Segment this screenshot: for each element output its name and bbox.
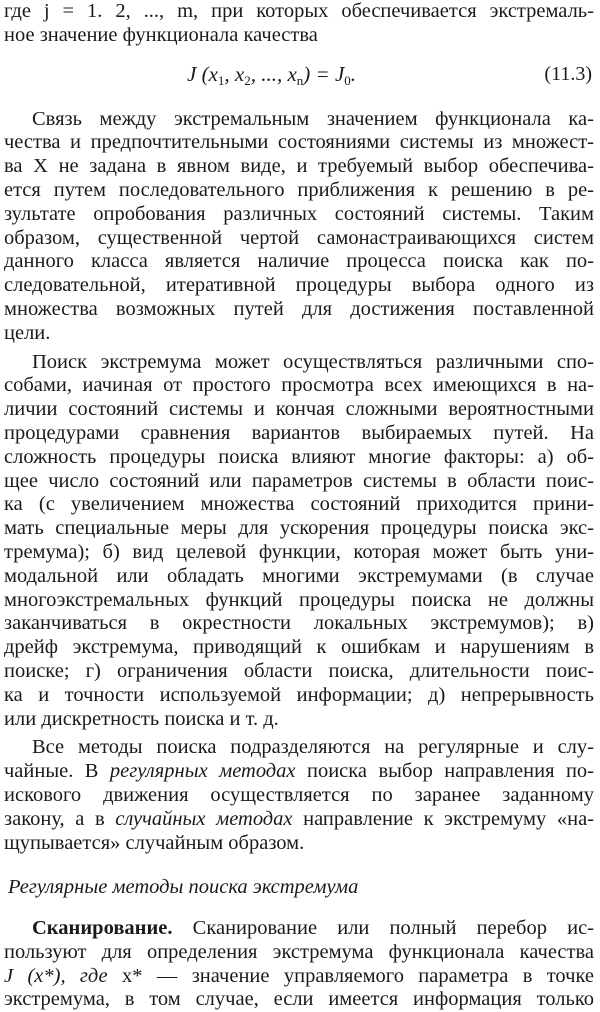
paragraph-3-line: чайные. В регулярных методах поиска выбор направления по- xyxy=(4,760,594,783)
paragraph-3 xyxy=(4,736,594,855)
paragraph-1-line: множества возможных путей для достижения поставленной xyxy=(4,297,594,320)
paragraph-3-line: Все методы поиска подразделяются на регулярные и слу- xyxy=(32,736,594,759)
paragraph-4-line: экстремума, в том случае, если имеется информация только xyxy=(4,988,594,1011)
paragraph-1-line: чества и предпочтительными состояниями системы из множест- xyxy=(4,131,594,154)
paragraph-4 xyxy=(4,917,594,1012)
paragraph-3-line: щупывается» случайным образом. xyxy=(4,831,305,854)
paragraph-2-line: Поиск экстремума может осуществляться различными спо- xyxy=(32,350,594,373)
intro-line-2: ное значение функционала качества xyxy=(4,23,318,46)
formula-11-3: J ($x_1$, $x_2$, ..., $x_n) = J_0$. xyxy=(187,61,357,88)
paragraph-2-line: модальной или обладать многими экстремумами (в случае xyxy=(4,564,594,587)
paragraph-4-line: Сканирование. Сканирование или полный перебор ис- xyxy=(32,917,594,940)
paragraph-2-line: личии состояний системы и кончая сложными вероятностными xyxy=(4,398,594,421)
paragraph-4-line: J (x*), где x* — значение управляемого параметра в точке xyxy=(4,964,594,987)
paragraph-2-line: или дискретность поиска и т. д. xyxy=(4,707,279,730)
paragraph-2-line: мать специальные меры для ускорения процедуры поиска экс- xyxy=(4,517,594,540)
paragraph-1-line: Связь между экстремальным значением функционала ка- xyxy=(32,107,594,130)
paragraph-2-line: процедурами сравнения вариантов выбираемых путей. На xyxy=(4,421,594,444)
paragraph-1-line: цели. xyxy=(4,321,51,344)
paragraph-1-line: ется путем последовательного приближения к решению в ре- xyxy=(4,178,594,201)
term-regular-methods: регулярных методах xyxy=(109,760,296,783)
equation-number: (11.3) xyxy=(544,62,592,85)
paragraph-2 xyxy=(4,351,594,732)
paragraph-3-line: искового движения осуществляется по заранее заданному xyxy=(4,783,594,806)
paragraph-2-line: заканчиваться в окрестности локальных экстремумов); в) xyxy=(4,612,594,635)
paragraph-3-line: закону, а в случайных методах направление к экстремуму «на- xyxy=(4,807,594,830)
section-heading: Регулярные методы поиска экстремума xyxy=(8,876,359,899)
paragraph-1-line: образом, существенной чертой самонастраивающихся систем xyxy=(4,226,594,249)
paragraph-2-line: дрейф экстремума, приводящий к ошибкам и нарушениям в xyxy=(4,636,594,659)
paragraph-2-line: щее число состояний или параметров системы в области поис- xyxy=(4,469,594,492)
paragraph-2-line: ка и точности используемой информации; д) непрерывность xyxy=(4,683,594,706)
paragraph-2-line: ка (с увеличением множества состояний приходится прини- xyxy=(4,493,594,516)
paragraph-2-line: многоэкстремальных функций процедуры поиска не должны xyxy=(4,588,594,611)
term-random-methods: случайных методах xyxy=(115,807,293,830)
intro-line-1: где j = 1. 2, ..., m, при которых обеспечивается экстремаль- xyxy=(4,0,594,22)
paragraph-1-line: данного класса является наличие процесса поиска как по- xyxy=(4,250,594,273)
paragraph-1-line: следовательной, итеративной процедуры выбора одного из xyxy=(4,274,594,297)
paragraph-4-line: пользуют для определения экстремума функционала качества xyxy=(4,940,594,963)
paragraph-2-line: собами, иачиная от простого просмотра всех имеющихся в на- xyxy=(4,374,594,397)
document-page xyxy=(4,0,594,1012)
equation-block xyxy=(4,48,594,108)
paragraph-2-line: сложность процедуры поиска влияют многие факторы: а) об- xyxy=(4,445,594,468)
paragraph-2-line: поиске; г) ограничения области поиска, длительности поис- xyxy=(4,659,594,682)
paragraph-1-line: зультате опробования различных состояний системы. Таким xyxy=(4,202,594,225)
term-scanning: Сканирование. xyxy=(32,917,173,940)
paragraph-2-line: тремума); б) вид целевой функции, которая может быть уни- xyxy=(4,540,594,563)
paragraph-1-line: ва X не задана в явном виде, и требуемый выбор обеспечива- xyxy=(4,155,594,178)
paragraph-1 xyxy=(4,108,594,346)
